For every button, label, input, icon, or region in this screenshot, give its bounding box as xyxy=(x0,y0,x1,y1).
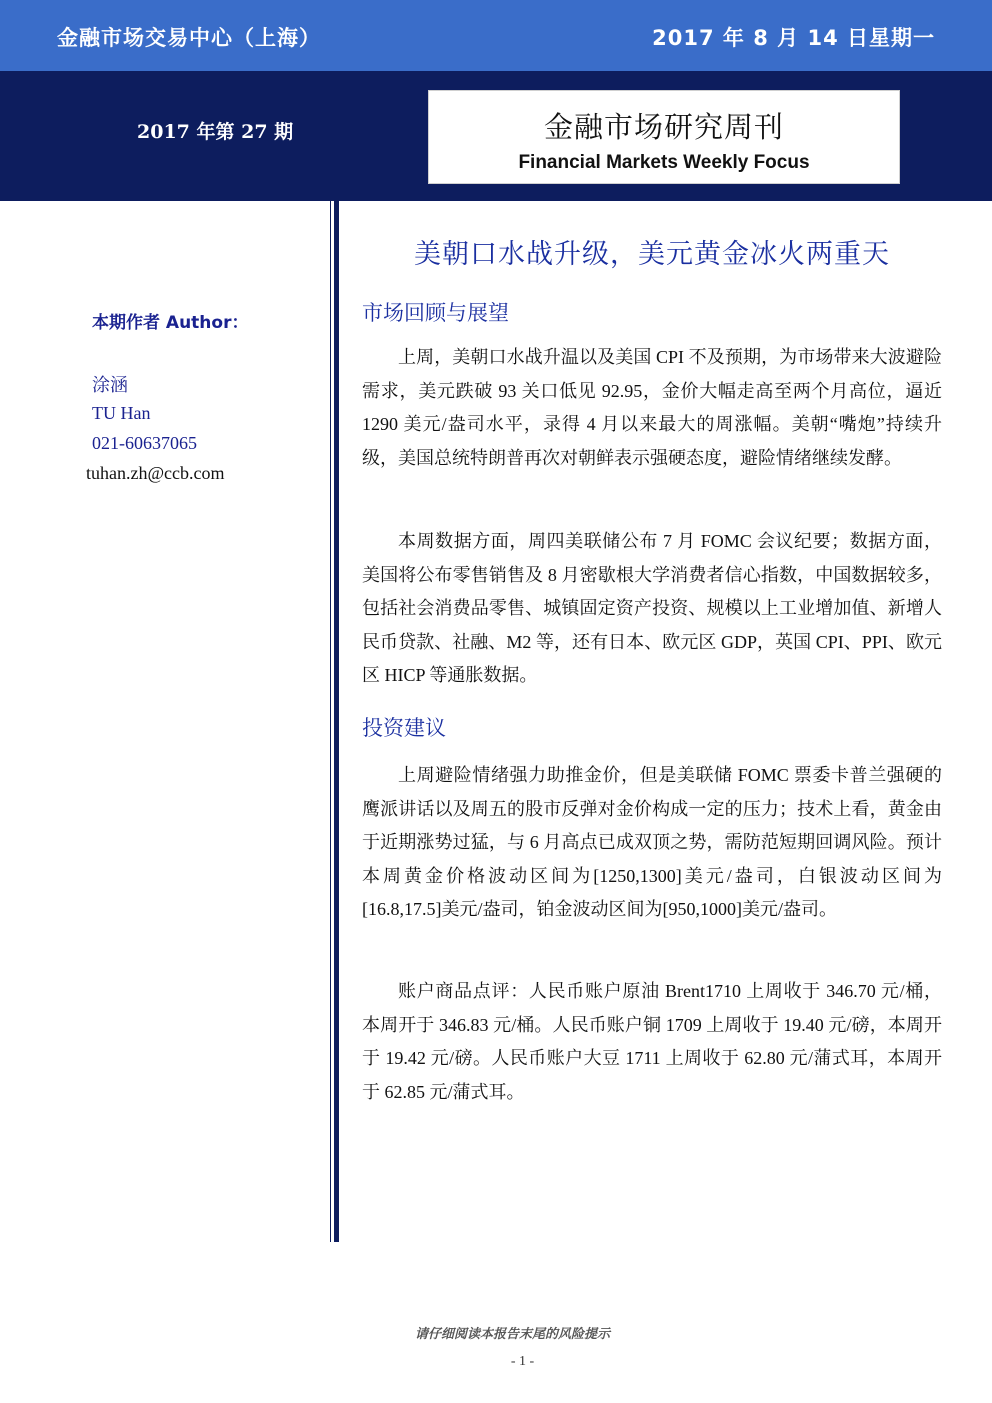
masthead-title-cn: 金融市场研究周刊 xyxy=(543,110,784,144)
paragraph-market-review-1: 上周，美朝口水战升温以及美国 CPI 不及预期，为市场带来大波避险需求，美元跌破 93 关口低见 92.95，金价大幅走高至两个月高位，逼近 1290 美元/盎司水平，录得 4 月以来最大的周涨幅。美朝“嘴炮”持续升级，美国总统特朗普再次对朝鲜表示强硬态度，避险情绪继续发酵。 xyxy=(362,347,942,468)
issue-number: 2017 年第 27 期 xyxy=(137,121,294,143)
section-heading-market-review: 市场回顾与展望 xyxy=(362,301,509,325)
page-number: - 1 - xyxy=(510,1354,535,1369)
column-divider-thin xyxy=(330,201,331,1242)
org-name: 金融市场交易中心（上海） xyxy=(57,26,321,50)
article-headline: 美朝口水战升级，美元黄金冰火两重天 xyxy=(414,239,890,270)
paragraph-investment-advice-1: 上周避险情绪强力助推金价，但是美联储 FOMC 票委卡普兰强硬的鹰派讲话以及周五的股市反弹对金价构成一定的压力；技术上看，黄金由于近期涨势过猛，与 6 月高点已成双顶之势，需防范短期回调风险。预计本周黄金价格波动区间为[1250,1300]美元/盎司，白银波动区间为[16.8,17.5]美元/盎司，铂金波动区间为[950,1000]美元/盎司。 xyxy=(362,765,942,919)
section-heading-investment-advice: 投资建议 xyxy=(362,716,446,740)
column-divider xyxy=(334,201,339,1242)
author-name-cn: 涂涵 xyxy=(92,375,128,395)
author-phone: 021-60637065 xyxy=(92,433,197,453)
paragraph-investment-advice-2: 账户商品点评：人民币账户原油 Brent1710 上周收于 346.70 元/桶，本周开于 346.83 元/桶。人民币账户铜 1709 上周收于 19.40 元/磅，本周开于 19.42 元/磅。人民币账户大豆 1711 上周收于 62.80 元/蒲式耳，本周开于 62.85 元/蒲式耳。 xyxy=(362,981,942,1102)
risk-disclaimer-note: 请仔细阅读本报告末尾的风险提示 xyxy=(414,1327,610,1342)
author-label: 本期作者 Author： xyxy=(92,313,249,333)
author-email: tuhan.zh@ccb.com xyxy=(86,463,225,483)
masthead-title-box xyxy=(428,90,900,184)
paragraph-market-review-2: 本周数据方面，周四美联储公布 7 月 FOMC 会议纪要；数据方面，美国将公布零售销售及 8 月密歇根大学消费者信心指数，中国数据较多，包括社会消费品零售、城镇固定资产投资、规模以上工业增加值、新增人民币贷款、社融、M2 等，还有日本、欧元区 GDP，英国 CPI、PPI、欧元区 HICP 等通胀数据。 xyxy=(362,531,942,685)
publication-date: 2017 年 8 月 14 日星期一 xyxy=(652,26,935,50)
author-name-en: TU Han xyxy=(92,403,151,423)
masthead-title-en: Financial Markets Weekly Focus xyxy=(518,152,810,173)
